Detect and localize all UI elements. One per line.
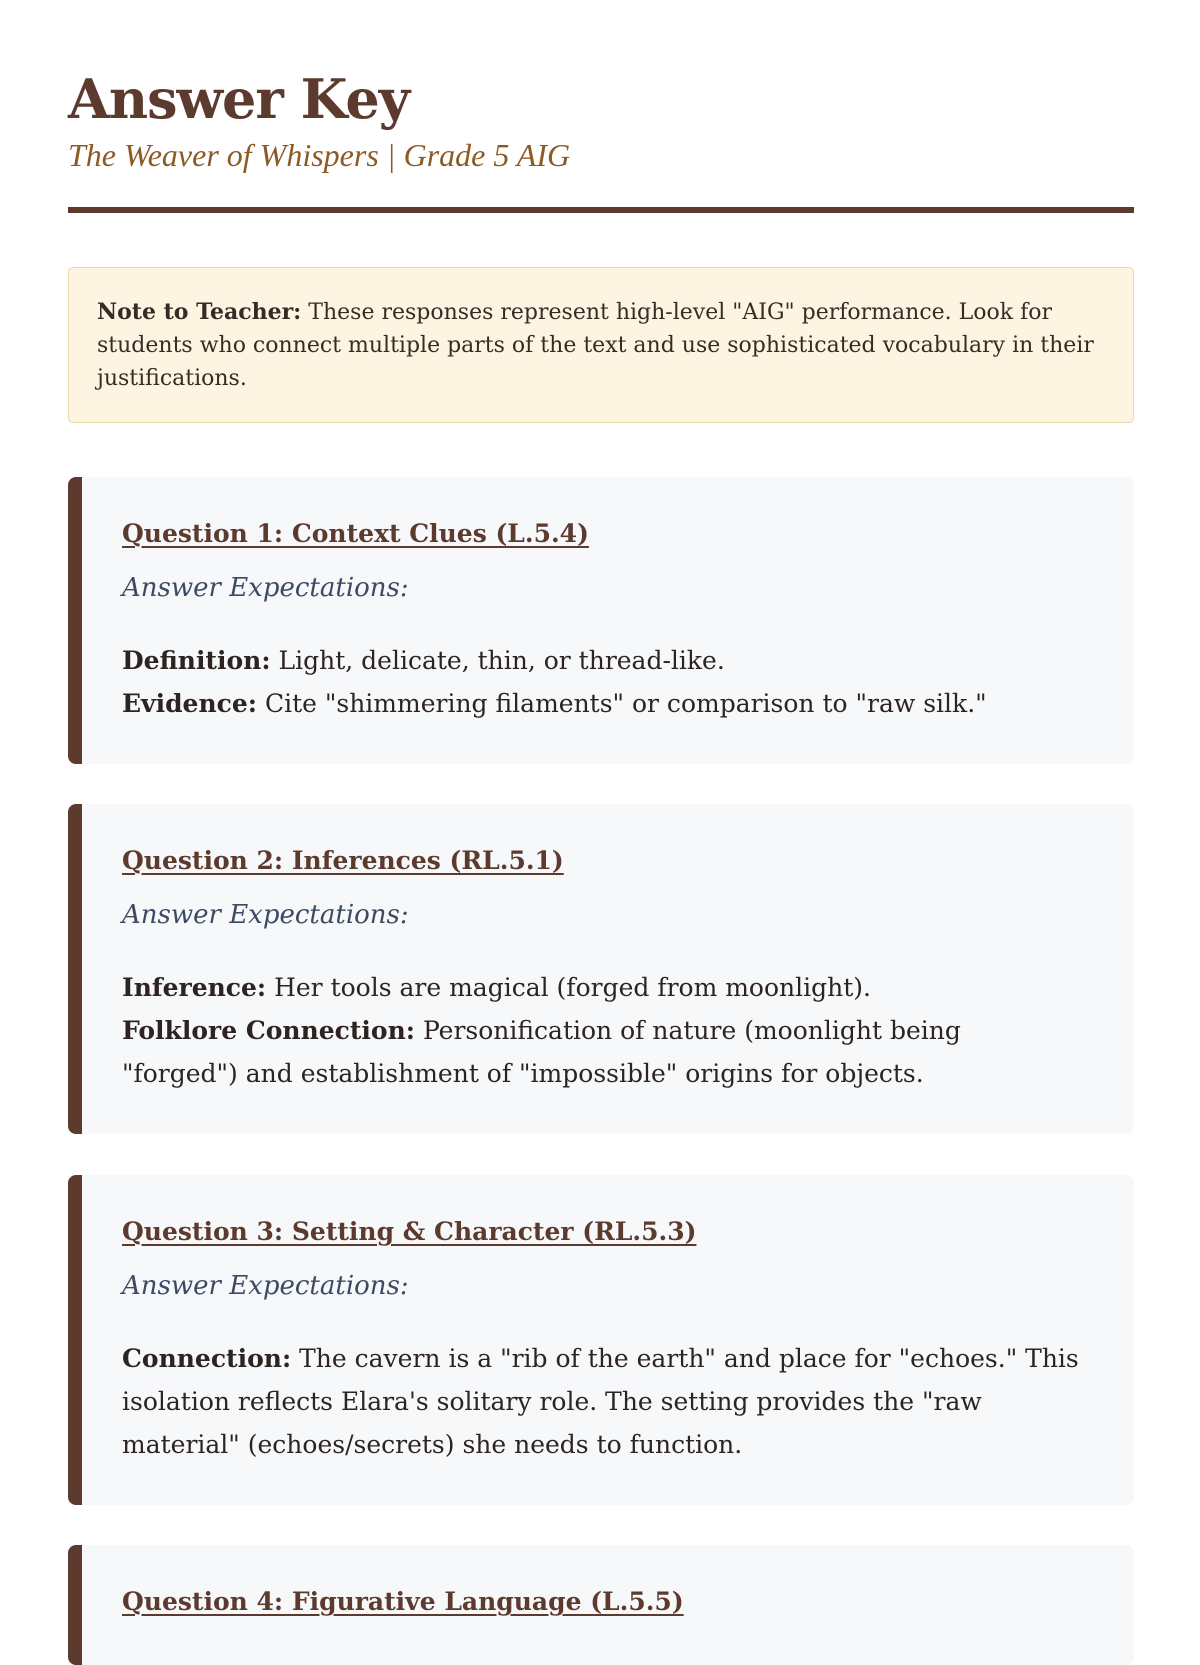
question-4-heading: Question 4: Figurative Language (L.5.5) <box>122 1587 684 1616</box>
teacher-note-text: These responses represent high-level "AIG" performance. Look for students who connect multiple parts of the text and use sophisticated vocabulary in their justifications. <box>97 300 1094 391</box>
question-3-heading: Question 3: Setting & Character (RL.5.3) <box>122 1217 697 1246</box>
answer-line <box>122 966 1082 1009</box>
answer-line-label: Inference: <box>122 973 267 1002</box>
question-card-2 <box>68 804 1134 1134</box>
answer-line-text: The cavern is a "rib of the earth" and place for "echoes." This isolation reflects Elara's solitary role. The setting provides the "raw material" (echoes/secrets) she needs to function. <box>122 1344 1079 1459</box>
question-card-4 <box>68 1545 1134 1665</box>
question-card-3 <box>68 1175 1134 1505</box>
answer-line-text: Her tools are magical (forged from moonlight). <box>266 973 871 1002</box>
question-1-heading: Question 1: Context Clues (L.5.4) <box>122 519 589 548</box>
question-1-expectations-label: Answer Expectations: <box>122 573 409 603</box>
answer-line-label: Connection: <box>122 1344 292 1373</box>
teacher-note-label: Note to Teacher: <box>97 299 302 325</box>
answer-line-text: Personification of nature (moonlight being "forged") and establishment of "impossible" origins for objects. <box>122 1016 961 1088</box>
question-3-expectations-label: Answer Expectations: <box>122 1271 409 1301</box>
answer-line <box>122 1009 1082 1095</box>
question-1-answer <box>122 639 1082 725</box>
page-subtitle: The Weaver of Whispers | Grade 5 AIG <box>68 137 571 173</box>
page-title: Answer Key <box>68 67 410 131</box>
answer-line-label: Definition: <box>122 646 271 675</box>
question-3-answer <box>122 1337 1082 1466</box>
answer-line-label: Folklore Connection: <box>122 1016 416 1045</box>
question-card-1 <box>68 477 1134 764</box>
answer-line-text: Cite "shimmering filaments" or comparison to "raw silk." <box>257 689 987 718</box>
answer-line <box>122 1337 1082 1466</box>
answer-line-label: Evidence: <box>122 689 257 718</box>
answer-line-text: Light, delicate, thin, or thread-like. <box>270 646 725 675</box>
question-2-expectations-label: Answer Expectations: <box>122 900 409 930</box>
answer-line <box>122 639 1082 682</box>
title-divider <box>68 207 1134 213</box>
teacher-note <box>68 267 1134 423</box>
question-2-answer <box>122 966 1082 1095</box>
question-2-heading: Question 2: Inferences (RL.5.1) <box>122 846 564 875</box>
answer-line <box>122 682 1082 725</box>
